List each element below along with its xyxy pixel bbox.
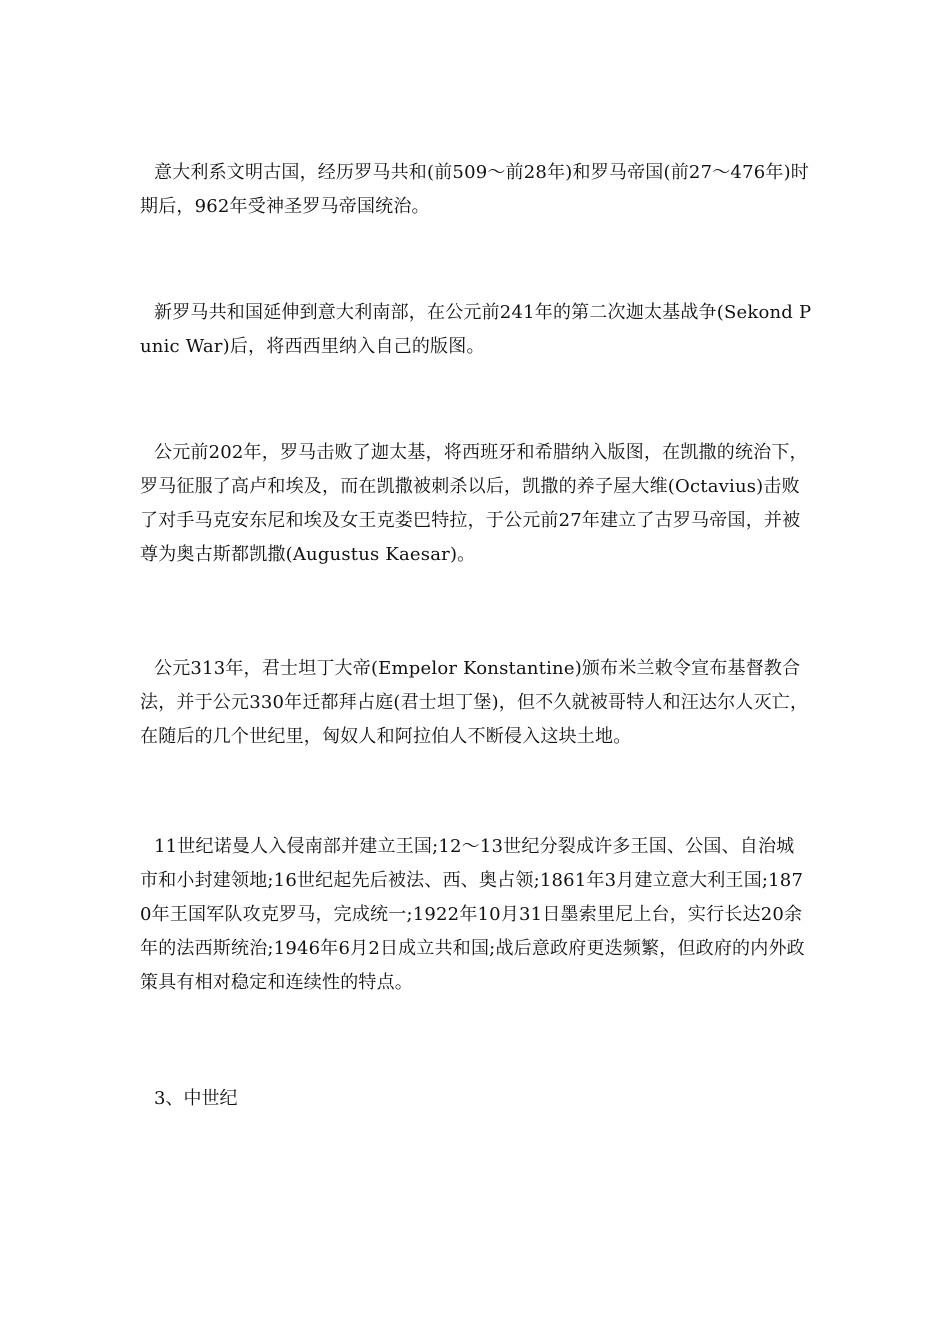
paragraph-constantine: 公元313年，君士坦丁大帝(Empelor Konstantine)颁布米兰敕令宣布基督教合法，并于公元330年迁都拜占庭(君士坦丁堡)，但不久就被哥特人和汪达尔人灭亡，在随后的几个世纪里，匈奴人和阿拉伯人不断侵入这块土地。 bbox=[140, 658, 809, 747]
paragraph-punic-war: 新罗马共和国延伸到意大利南部，在公元前241年的第二次迦太基战争(Sekond Punic War)后，将西西里纳入自己的版图。 bbox=[140, 302, 812, 357]
paragraph-roman-empire: 公元前202年，罗马击败了迦太基，将西班牙和希腊纳入版图，在凯撒的统治下，罗马征服了高卢和埃及，而在凯撒被刺杀以后，凯撒的养子屋大维(Octavius)击败了对手马克安东尼和埃及女王克娄巴特拉，于公元前27年建立了古罗马帝国，并被尊为奥古斯都凯撒(Augustus Kaesar)。 bbox=[140, 442, 808, 565]
section-heading: 3、中世纪 bbox=[154, 1088, 238, 1109]
paragraph-later-history: 11世纪诺曼人入侵南部并建立王国;12～13世纪分裂成许多王国、公国、自治城市和小封建领地;16世纪起先后被法、西、奥占领;1861年3月建立意大利王国;1870年王国军队攻克罗马，完成统一;1922年10月31日墨索里尼上台，实行长达20余年的法西斯统治;1946年6月2日成立共和国;战后意政府更迭频繁，但政府的内外政策具有相对稳定和连续性的特点。 bbox=[140, 836, 805, 993]
paragraph-roman-origins: 意大利系文明古国，经历罗马共和(前509～前28年)和罗马帝国(前27～476年)时期后，962年受神圣罗马帝国统治。 bbox=[140, 162, 810, 217]
